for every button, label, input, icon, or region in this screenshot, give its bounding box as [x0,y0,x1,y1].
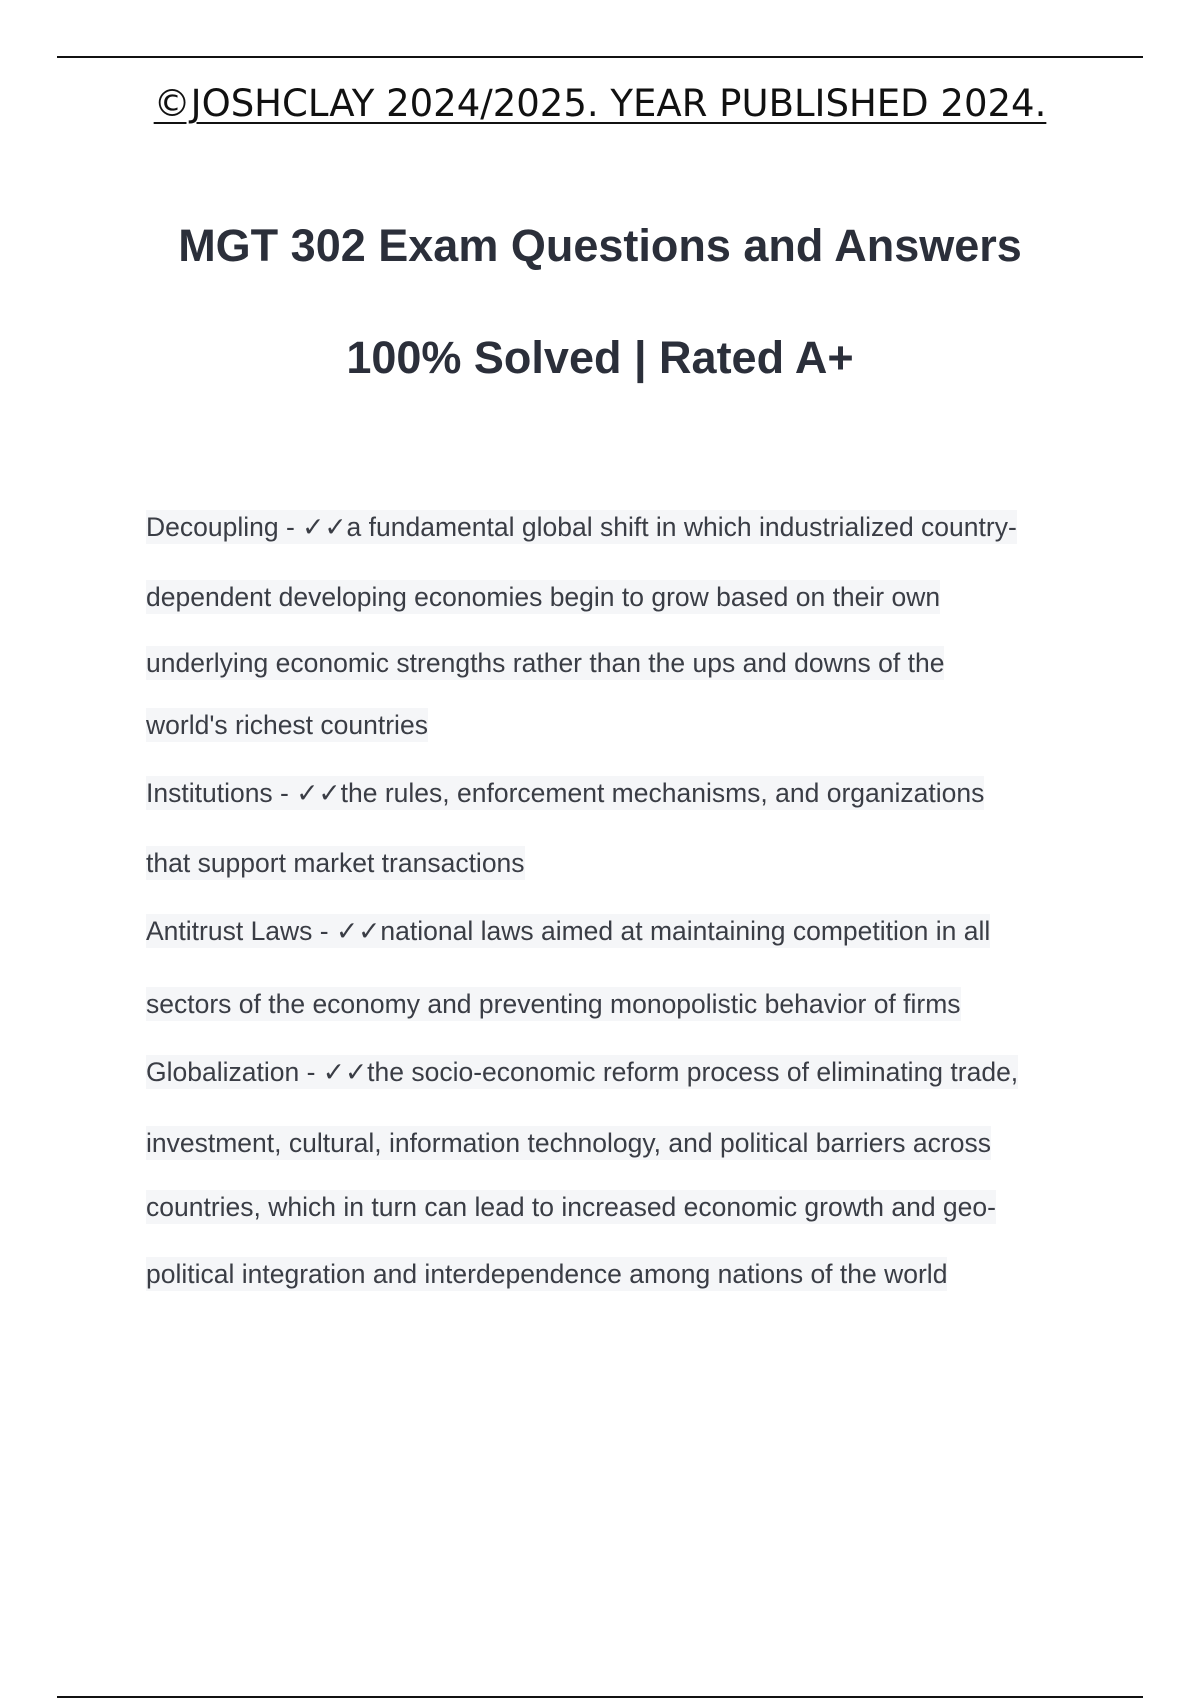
entry-line: sectors of the economy and preventing monopolistic behavior of firms [146,989,961,1019]
entry-line: underlying economic strengths rather than the ups and downs of the [146,648,945,678]
document-title-line-2: 100% Solved | Rated A+ [346,332,854,383]
entry-globalization [146,1047,1076,1309]
entry-antitrust-laws [146,906,1076,1047]
entry-line: investment, cultural, information technology, and political barriers across [146,1128,991,1158]
entry-line: dependent developing economies begin to grow based on their own [146,582,941,612]
copyright-header-text: ©JOSHCLAY 2024/2025. YEAR PUBLISHED 2024. [153,82,1047,125]
entry-institutions [146,768,1076,906]
entry-line: world's richest countries [146,710,428,740]
entry-decoupling [146,502,1076,768]
top-rule [57,56,1143,58]
entry-line: Antitrust Laws - ✓✓national laws aimed at maintaining competition in all [146,916,991,946]
entry-line: political integration and interdependence among nations of the world [146,1259,948,1289]
bottom-rule [57,1696,1143,1698]
entry-line: Globalization - ✓✓the socio-economic reform process of eliminating trade, [146,1057,1019,1087]
document-title-line-1: MGT 302 Exam Questions and Answers [178,220,1022,271]
entry-line: that support market transactions [146,848,525,878]
entry-line: countries, which in turn can lead to increased economic growth and geo- [146,1192,996,1222]
glossary-content [146,502,1076,1309]
copyright-header [0,76,1200,132]
entry-line: Decoupling - ✓✓a fundamental global shift in which industrialized country- [146,512,1017,542]
entry-line: Institutions - ✓✓the rules, enforcement mechanisms, and organizations [146,778,985,808]
